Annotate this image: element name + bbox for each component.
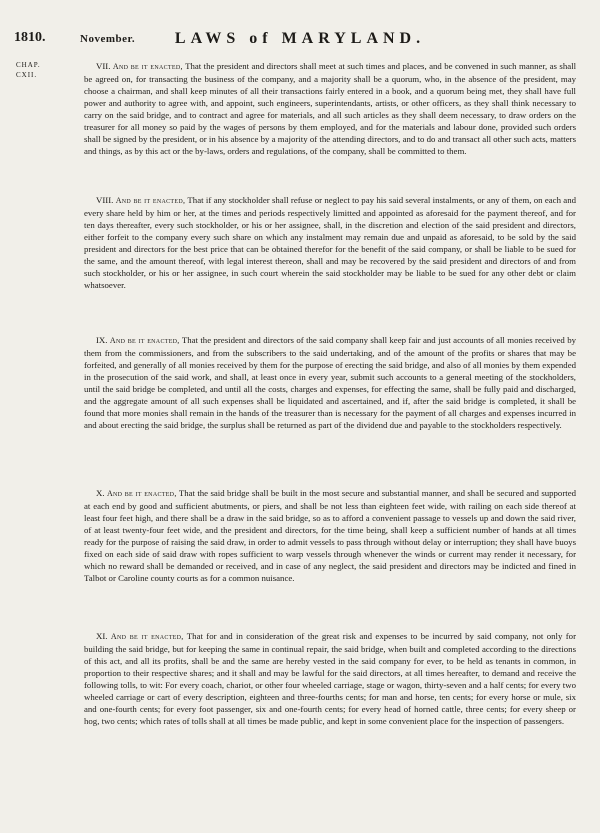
chapter-margin-note	[16, 60, 41, 80]
section-number: X.	[96, 488, 105, 498]
section-ix	[84, 334, 576, 431]
running-header	[0, 30, 600, 50]
section-x	[84, 487, 576, 584]
enacting-clause: And be it enacted,	[106, 489, 177, 498]
section-body: That the president and directors shall meet at such times and places, and be convened in such manner, as shall be agreed on, for transacting the business of the company, and a majority shall be a quorum, who, in the absence of the president, may choose a chairman, and shall keep minutes of all their transactions fairly entered in a book, and a quorum being met, they shall have full power and authority to agree with, and appoint, such engineers, superintendants, artists, or other officers, as they shall think necessary to carry on the said bridge, and to contract and agree for materials, and all such articles as they shall deem necessary, to draw orders on the treasurer for all money so paid by the wages of persons by them employed, and for the materials and labour done, provided such orders shall be signed by the president, or in his absence by a majority of the attending directors, and to do and transact all other such acts, matters and things, as by this act or the by-laws, orders and regulations, of the company, shall be committed to them.	[84, 61, 577, 157]
section-xi	[84, 630, 576, 727]
section-number: VIII.	[96, 195, 114, 205]
section-body: That the said bridge shall be built in the most secure and substantial manner, and shall be secured and supported at each end by good and sufficient abutments, or piers, and shall be not less than eighteen feet wide, with railing on each side thereof at least four feet high, and there shall be a draw in the said bridge, so as to afford a convenient passage to vessels up and down the said river, of at least twenty-four feet wide, and the president and directors, for the time being, shall keep a sufficient number of hands at all times ready for the purpose of raising the said draw, in order to admit vessels to pass through without delay or interruption; they shall have buoys fixed on each side of said draw with ropes sufficient to warp vessels through whenever the winds or current may render it necessary, for which no reward shall be demanded or received, and in case of any neglect, the said president and directors may be indicted and fined in Talbot or Caroline county courts as for a common nuisance.	[84, 488, 577, 584]
section-number: VII.	[96, 61, 111, 71]
section-viii	[84, 194, 576, 291]
enacting-clause: And be it enacted,	[110, 632, 184, 641]
header-year: 1810.	[14, 30, 46, 45]
section-vii	[84, 60, 576, 157]
section-body: That the president and directors of the said company shall keep fair and just accounts of all monies received by them from the commissioners, and from the subscribers to the said undertaking, and of the amount of the profits or shares that may be forfeited, and generally of all monies received by them for the purpose of erecting the said bridge, and also of all monies by them expended in the prosecution of the said work, and shall, at least once in every year, submit such accounts to a general meeting of the stockholders, until the said bridge be completed, and until all the costs, charges and expenses, for effecting the same, shall be fully paid and discharged, and the aggregate amount of all such expenses shall be liquidated and ascertained, and if, after the said bridge is completed, it shall be found that more monies shall remain in the hands of the treasurer than is necessary for the payment of all charges and expenses incurred in and about erecting the said bridge, the surplus shall be returned as part of the dividend due and payable to the stockholders respectively.	[84, 335, 576, 431]
section-number: XI.	[96, 631, 108, 641]
enacting-clause: And be it enacted,	[112, 62, 183, 71]
header-title: LAWS of MARYLAND.	[174, 30, 426, 47]
section-body: That for and in consideration of the great risk and expenses to be incurred by said company, not only for building the said bridge, but for keeping the same in continual repair, the said bridge, when built and completed according to the directions of this act, and all its profits, shall be and the same are hereby vested in the said company for ever, to be held as tenants in common, in proportion to their respective shares; and it shall and may be lawful for the said directors, at all times hereafter, to demand and receive the following tolls, to wit: For every coach, chariot, or other four wheeled carriage, stage or wagon, thirty-seven and a half cents; for every two wheeled carriage or cart of every description, eighteen and three-fourths cents; for man and horse, ten cents; for every horse or mule, six and one-fourth cents; for every foot passenger, six and one-fourth cents; for every head of horned cattle, three cents; for every sheep or hog, two cents; which rates of tolls shall at all times be made public, and kept in some convenient place for the inspection of passengers.	[84, 631, 576, 727]
section-number: IX.	[96, 335, 108, 345]
header-month: November.	[80, 33, 136, 45]
chapter-number: CXII.	[16, 71, 38, 79]
enacting-clause: And be it enacted,	[109, 336, 180, 345]
section-body: That if any stockholder shall refuse or neglect to pay his said several instalments, or any of them, on each and every share held by him or her, at the times and periods respectively limitted and appointed as aforesaid for the payment thereof, and for ten days thereafter, every such stockholder, or his or her assignee, shall, in the discretion and election of the said president and directors, either forfeit to the company every such share on which any instalment may remain due and unpaid as aforesaid, to be sold by the said president and directors for the best price that can be obtained therefor for the benefit of the said company, or shall be liable to be sued for the same, and the amount thereof, with legal interest thereon, shall and may be recovered by the said president and directors of and from such stockholder, or his or her assignee, in such court wherein the said stockholder may be liable to be sued for any other debt or claim whatsoever.	[84, 195, 577, 291]
enacting-clause: And be it enacted,	[115, 196, 186, 205]
chapter-label: CHAP.	[16, 61, 41, 69]
